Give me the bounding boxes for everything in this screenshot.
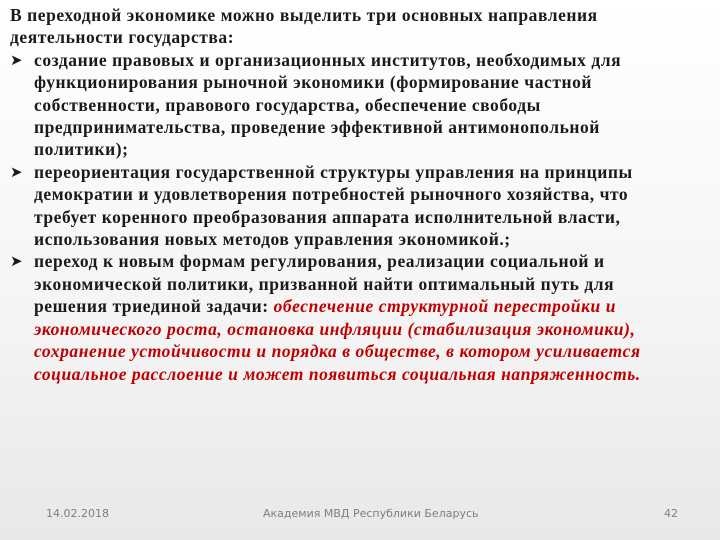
emphasis-text: обеспечение структурной перестройки и экономического роста, остановка инфляции (стабилизация экономики), сохранение устойчивости и порядка в обществе, в котором усиливается социальное расслоение и может появиться социальная напряженность.	[34, 296, 641, 384]
slide-body	[10, 4, 690, 385]
bullet-text: создание правовых и организационных институтов, необходимых для функционирования рыночной экономики (формирование частной собственности, правового государства, обеспечение свободы предпринимательства, проведение эффективной антимонопольной политики);	[34, 49, 622, 160]
bullet-item-3	[10, 250, 690, 384]
arrowhead-bullet-icon: ➤	[10, 50, 24, 69]
bullet-list	[10, 49, 690, 385]
slide-intro: В переходной экономике можно выделить три основных направления деятельности государства:	[10, 5, 598, 48]
arrowhead-bullet-icon: ➤	[10, 252, 24, 271]
bullet-item-1	[10, 49, 690, 161]
footer-date: 14.02.2018	[46, 507, 109, 520]
bullet-text: переориентация государственной структуры управления на принципы демократии и удовлетворения потребностей рыночного хозяйства, что требует коренного преобразования аппарата исполнительной власти, использования новых методов управления экономикой.;	[34, 161, 633, 250]
footer-page-number: 42	[664, 507, 678, 520]
bullet-text: переход к новым формам регулирования, реализации социальной и экономической политики, призванной найти оптимальный путь для решения триединой задачи:	[34, 251, 615, 317]
arrowhead-bullet-icon: ➤	[10, 162, 24, 181]
footer-organization: Академия МВД Республики Беларусь	[263, 507, 479, 520]
bullet-item-2	[10, 161, 690, 251]
